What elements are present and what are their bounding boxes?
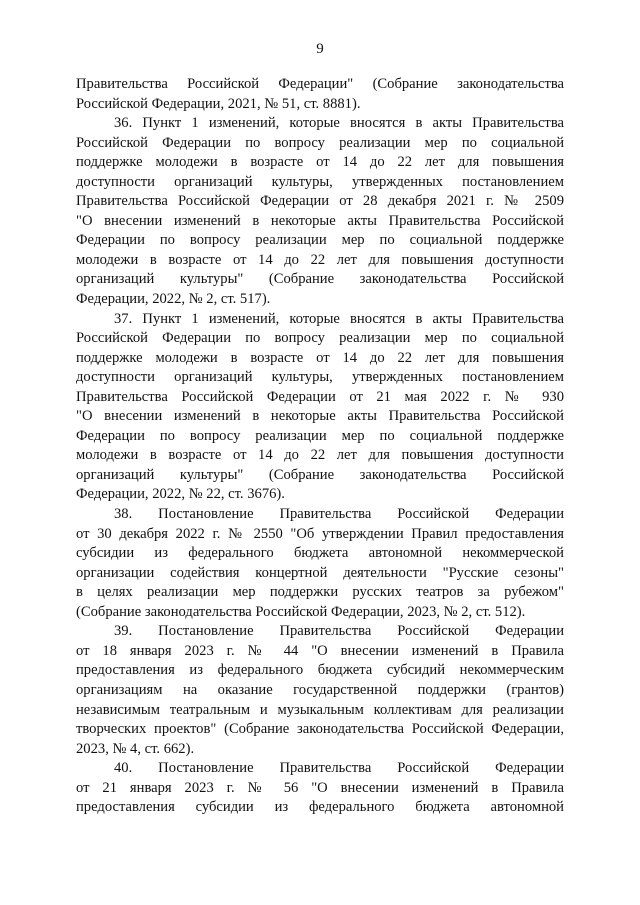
text-line: Российской Федерации по вопросу реализации мер по социальной xyxy=(76,330,564,347)
text-line: организаций культуры" (Собрание законодательства Российской xyxy=(76,466,564,483)
text-line: доступности организаций культуры, утвержденных постановлением xyxy=(76,173,564,190)
text-line: 38. Постановление Правительства Российской Федерации xyxy=(114,506,564,523)
text-line: "О внесении изменений в некоторые акты Правительства Российской xyxy=(76,408,564,425)
text-line: молодежи в возрасте от 14 до 22 лет для повышения доступности xyxy=(76,447,564,464)
text-line: поддержке молодежи в возрасте от 14 до 22 лет для повышения xyxy=(76,349,564,366)
text-line: доступности организаций культуры, утвержденных постановлением xyxy=(76,369,564,386)
text-line: от 18 января 2023 г. № 44 "О внесении изменений в Правила xyxy=(76,642,564,659)
page-number: 9 xyxy=(316,41,324,57)
text-line: Федерации по вопросу реализации мер по социальной поддержке xyxy=(76,427,564,444)
text-line: Федерации, 2022, № 2, ст. 517). xyxy=(76,291,271,308)
text-line: от 21 января 2023 г. № 56 "О внесении изменений в Правила xyxy=(76,779,564,796)
text-line: субсидии из федерального бюджета автономной некоммерческой xyxy=(76,545,564,562)
text-line: поддержке молодежи в возрасте от 14 до 22 лет для повышения xyxy=(76,154,564,171)
text-line: от 30 декабря 2022 г. № 2550 "Об утверждении Правил предоставления xyxy=(76,525,564,542)
text-line: 2023, № 4, ст. 662). xyxy=(76,740,195,757)
text-line: 37. Пункт 1 изменений, которые вносятся в акты Правительства xyxy=(114,310,564,327)
text-line: Правительства Российской Федерации от 21 мая 2022 г. № 930 xyxy=(76,388,564,405)
text-line: предоставления из федерального бюджета субсидий некоммерческим xyxy=(76,662,564,679)
text-line: Российской Федерации по вопросу реализации мер по социальной xyxy=(76,134,564,151)
text-line: Федерации по вопросу реализации мер по социальной поддержке xyxy=(76,232,564,249)
text-line: в целях реализации мер поддержки русских театров за рубежом" xyxy=(76,584,564,601)
text-line: (Собрание законодательства Российской Федерации, 2023, № 2, ст. 512). xyxy=(76,603,526,620)
text-line: независимым театральным и музыкальным коллективам для реализации xyxy=(76,701,564,718)
text-line: молодежи в возрасте от 14 до 22 лет для повышения доступности xyxy=(76,251,564,268)
text-line: организации содействия концертной деятельности "Русские сезоны" xyxy=(76,564,564,581)
text-line: творческих проектов" (Собрание законодательства Российской Федерации, xyxy=(76,721,564,738)
text-line: Правительства Российской Федерации" (Собрание законодательства xyxy=(76,76,564,92)
text-line: 39. Постановление Правительства Российской Федерации xyxy=(114,623,564,640)
text-line: организациям на оказание государственной поддержки (грантов) xyxy=(76,681,564,698)
text-line: 36. Пункт 1 изменений, которые вносятся в акты Правительства xyxy=(114,115,564,132)
text-line: предоставления субсидии из федерального бюджета автономной xyxy=(76,799,564,816)
text-line: Российской Федерации, 2021, № 51, ст. 8881). xyxy=(76,95,361,112)
text-line: Правительства Российской Федерации от 28 декабря 2021 г. № 2509 xyxy=(76,193,564,210)
text-line: "О внесении изменений в некоторые акты Правительства Российской xyxy=(76,212,564,229)
text-line: 40. Постановление Правительства Российской Федерации xyxy=(114,760,564,777)
text-line: организаций культуры" (Собрание законодательства Российской xyxy=(76,271,564,288)
text-line: Федерации, 2022, № 22, ст. 3676). xyxy=(76,486,285,503)
document-body xyxy=(76,75,564,818)
